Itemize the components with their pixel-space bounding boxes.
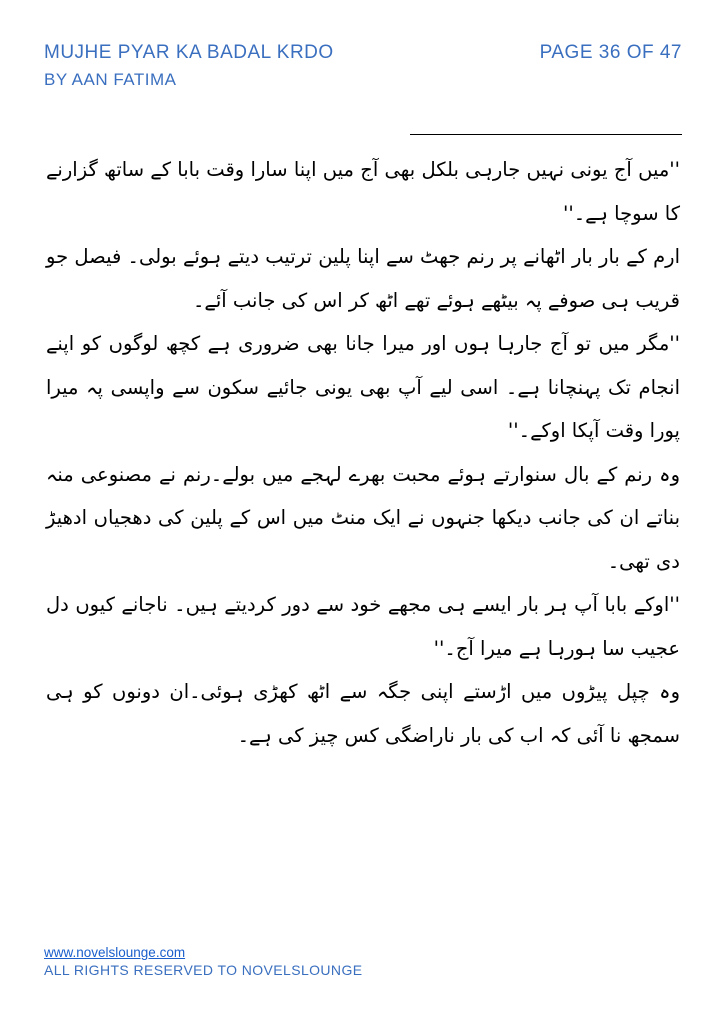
story-body: [46, 148, 680, 757]
page-number: PAGE 36 OF 47: [539, 42, 682, 63]
paragraph: ارم کے بار بار اٹھانے پر رنم جھٹ سے اپنا پلین ترتیب دیتے ہوئے بولی۔ فیصل جو قریب ہی صوفے پہ بیٹھے ہوئے تھے اٹھ کر اس کی جانب آئے۔: [46, 245, 680, 312]
website-link[interactable]: www.novelslounge.com: [44, 945, 186, 960]
paragraph: وہ رنم کے بال سنوارتے ہوئے محبت بھرے لہجے میں بولے۔رنم نے مصنوعی منہ بناتے ان کی جانب دیکھا جنہوں نے ایک منٹ میں اس کے پلین کی دھجیاں ادھیڑ دی تھی۔: [46, 462, 680, 573]
rights-notice: ALL RIGHTS RESERVED TO NOVELSLOUNGE: [44, 962, 363, 978]
paragraph: ''مگر میں تو آج جارہا ہوں اور میرا جانا بھی ضروری ہے کچھ لوگوں کو اپنے انجام تک پہنچانا ہے۔ اسی لیے آپ بھی یونی جائیے سکون سے واپسی پہ میرا پورا وقت آپکا اوکے۔'': [46, 332, 680, 442]
author-line: BY AAN FATIMA: [44, 70, 177, 89]
paragraph: وہ چپل پیڑوں میں اڑستے اپنی جگہ سے اٹھ کھڑی ہوئی۔ان دونوں کو ہی سمجھ نا آئی کہ اب کی بار ناراضگی کس چیز کی ہے۔: [46, 680, 680, 747]
header-divider: [410, 134, 682, 135]
novel-title: MUJHE PYAR KA BADAL KRDO: [44, 42, 334, 63]
paragraph: ''میں آج یونی نہیں جارہی بلکل بھی آج میں اپنا سارا وقت بابا کے ساتھ گزارنے کا سوچا ہے۔'': [46, 158, 680, 225]
paragraph: ''اوکے بابا آپ ہر بار ایسے ہی مجھے خود سے دور کردیتے ہیں۔ ناجانے کیوں دل عجیب سا ہورہا ہے میرا آج۔'': [46, 593, 680, 660]
